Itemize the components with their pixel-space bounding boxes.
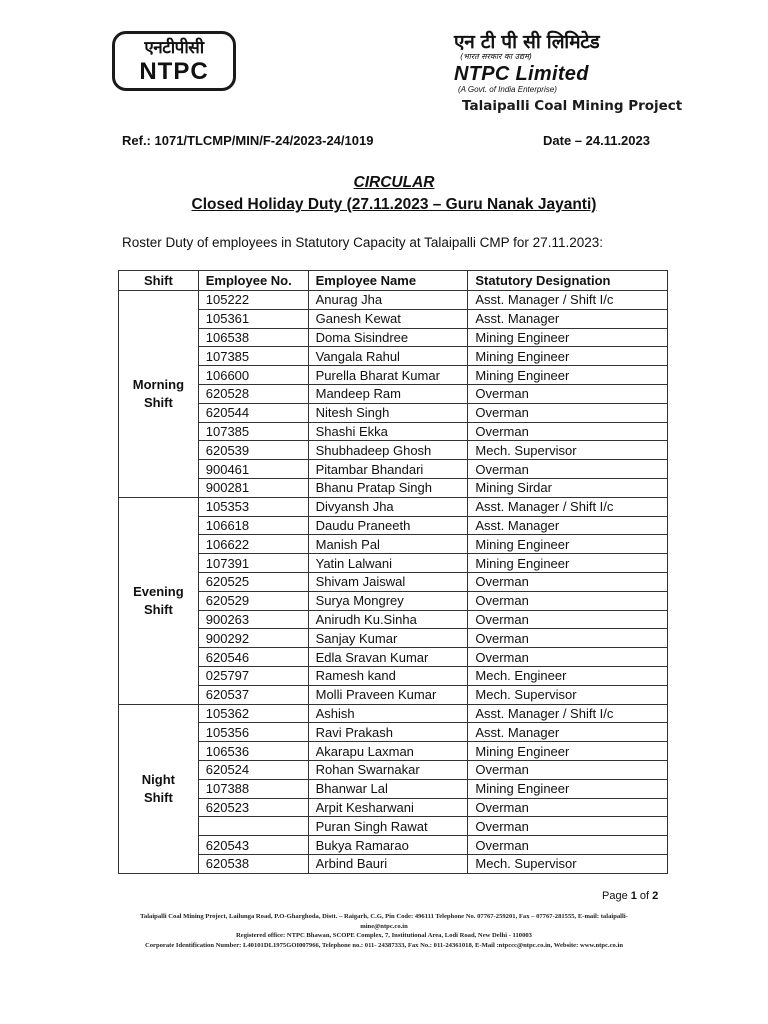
employee-name-cell: Daudu Praneeth [308,516,468,535]
footer-address: Talaipalli Coal Mining Project, Lailunga Road, P.O-Gharghoda, Distt. – Raigarh, C.G, Pin Code: 496111 Telephone No. 07767-259201, Fax – 07767-281555, E-mail: talaipalli- [140,913,628,920]
employee-name-cell: Pitambar Bhandari [308,460,468,479]
employee-name-cell: Doma Sisindree [308,328,468,347]
designation-cell: Overman [468,836,668,855]
circular-title: CIRCULAR [353,174,435,191]
employee-name-cell: Manish Pal [308,535,468,554]
header-designation: Statutory Designation [468,271,668,291]
employee-name-cell: Puran Singh Rawat [308,817,468,836]
employee-name-cell: Arpit Kesharwani [308,798,468,817]
employee-no-cell: 620546 [198,648,308,667]
table-row [119,441,668,460]
employee-name-cell: Mandeep Ram [308,384,468,403]
employee-no-cell: 105362 [198,704,308,723]
employee-name-cell: Shivam Jaiswal [308,572,468,591]
table-row [119,328,668,347]
designation-cell: Asst. Manager / Shift I/c [468,497,668,516]
table-row [119,629,668,648]
employee-no-cell: 106622 [198,535,308,554]
designation-cell: Mining Engineer [468,742,668,761]
designation-cell: Mech. Supervisor [468,685,668,704]
employee-no-cell: 620528 [198,384,308,403]
employee-name-cell: Akarapu Laxman [308,742,468,761]
employee-name-cell: Bhanwar Lal [308,779,468,798]
header-employee-no: Employee No. [198,271,308,291]
table-row [119,291,668,310]
designation-cell: Mining Engineer [468,347,668,366]
employee-name-cell: Ashish [308,704,468,723]
company-name-hindi: एन टी पी सी लिमिटेड [454,31,600,53]
table-row [119,817,668,836]
designation-cell: Mining Engineer [468,779,668,798]
table-row [119,798,668,817]
employee-name-cell: Sanjay Kumar [308,629,468,648]
shift-name-line1: Evening [133,583,184,599]
designation-cell: Mech. Supervisor [468,441,668,460]
employee-no-cell: 105356 [198,723,308,742]
employee-no-cell: 620523 [198,798,308,817]
page-mid: of [636,890,653,902]
employee-no-cell: 105353 [198,497,308,516]
page-prefix: Page [602,890,631,902]
table-row [119,723,668,742]
employee-no-cell [198,817,308,836]
shift-name-cell [119,291,199,498]
employee-no-cell: 105222 [198,291,308,310]
table-header-row [119,271,668,291]
employee-no-cell: 107385 [198,347,308,366]
designation-cell: Overman [468,384,668,403]
roster-body [119,291,668,874]
designation-cell: Asst. Manager [468,309,668,328]
shift-name-line2: Shift [143,601,173,617]
employee-no-cell: 900292 [198,629,308,648]
table-row [119,384,668,403]
employee-no-cell: 620543 [198,836,308,855]
employee-name-cell: Rohan Swarnakar [308,760,468,779]
employee-no-cell: 620539 [198,441,308,460]
employee-no-cell: 107391 [198,554,308,573]
designation-cell: Overman [468,403,668,422]
designation-cell: Overman [468,591,668,610]
designation-cell: Mining Engineer [468,366,668,385]
designation-cell: Asst. Manager / Shift I/c [468,291,668,310]
employee-name-cell: Ravi Prakash [308,723,468,742]
employee-no-cell: 900263 [198,610,308,629]
company-govt-note: (A Govt. of India Enterprise) [458,85,557,94]
employee-no-cell: 107385 [198,422,308,441]
employee-name-cell: Vangala Rahul [308,347,468,366]
employee-name-cell: Yatin Lalwani [308,554,468,573]
employee-no-cell: 900461 [198,460,308,479]
circular-subtitle: Closed Holiday Duty (27.11.2023 – Guru Nanak Jayanti) [191,196,597,213]
shift-name-cell [119,497,199,704]
employee-name-cell: Edla Sravan Kumar [308,648,468,667]
company-name: NTPC Limited [454,63,589,85]
table-row [119,535,668,554]
logo-english-text: NTPC [139,58,209,85]
employee-no-cell: 620537 [198,685,308,704]
table-row [119,497,668,516]
roster-table [118,270,668,874]
employee-no-cell: 105361 [198,309,308,328]
employee-no-cell: 106618 [198,516,308,535]
company-letterhead [454,30,664,95]
designation-cell: Mining Sirdar [468,478,668,497]
designation-cell: Overman [468,648,668,667]
project-name: Talaipalli Coal Mining Project [462,98,683,114]
company-hindi-subtitle: (भारत सरकार का उद्यम) [460,52,532,61]
designation-cell: Overman [468,422,668,441]
table-row [119,572,668,591]
designation-cell: Overman [468,817,668,836]
table-row [119,742,668,761]
employee-no-cell: 620538 [198,854,308,873]
employee-name-cell: Anurag Jha [308,291,468,310]
designation-cell: Overman [468,760,668,779]
table-row [119,554,668,573]
employee-no-cell: 620524 [198,760,308,779]
designation-cell: Overman [468,460,668,479]
designation-cell: Overman [468,572,668,591]
employee-name-cell: Anirudh Ku.Sinha [308,610,468,629]
designation-cell: Mech. Supervisor [468,854,668,873]
shift-name-line1: Morning [132,376,185,392]
table-row [119,760,668,779]
employee-name-cell: Ramesh kand [308,666,468,685]
employee-name-cell: Bukya Ramarao [308,836,468,855]
employee-no-cell: 106538 [198,328,308,347]
designation-cell: Mining Engineer [468,554,668,573]
employee-no-cell: 107388 [198,779,308,798]
table-row [119,366,668,385]
employee-name-cell: Arbind Bauri [308,854,468,873]
table-row [119,516,668,535]
table-row [119,685,668,704]
table-row [119,779,668,798]
employee-no-cell: 620544 [198,403,308,422]
footer-email: mine@ntpc.co.in [360,922,408,930]
table-row [119,347,668,366]
table-row [119,836,668,855]
shift-name-line1: Night [141,771,175,787]
intro-text: Roster Duty of employees in Statutory Capacity at Talaipalli CMP for 27.11.2023: [122,235,603,250]
employee-name-cell: Molli Praveen Kumar [308,685,468,704]
employee-name-cell: Ganesh Kewat [308,309,468,328]
designation-cell: Mining Engineer [468,328,668,347]
table-row [119,403,668,422]
page-number [602,890,658,902]
employee-name-cell: Surya Mongrey [308,591,468,610]
shift-name-line2: Shift [143,394,173,410]
header-employee-name: Employee Name [308,271,468,291]
table-row [119,704,668,723]
page-total: 2 [652,890,659,902]
employee-no-cell: 620529 [198,591,308,610]
reference-number: Ref.: 1071/TLCMP/MIN/F-24/2023-24/1019 [122,133,374,148]
header-shift: Shift [119,271,199,291]
employee-name-cell: Purella Bharat Kumar [308,366,468,385]
table-row [119,591,668,610]
employee-no-cell: 106536 [198,742,308,761]
employee-name-cell: Divyansh Jha [308,497,468,516]
designation-cell: Asst. Manager [468,516,668,535]
employee-no-cell: 025797 [198,666,308,685]
circular-date: Date – 24.11.2023 [543,133,650,148]
logo-hindi-text: एनटीपीसी [144,38,204,58]
footer [0,912,768,950]
designation-cell: Overman [468,629,668,648]
employee-no-cell: 620525 [198,572,308,591]
table-row [119,666,668,685]
table-row [119,422,668,441]
shift-name-cell [119,704,199,873]
page-current: 1 [630,890,637,902]
ntpc-logo [112,31,236,91]
employee-name-cell: Nitesh Singh [308,403,468,422]
employee-name-cell: Shashi Ekka [308,422,468,441]
table-row [119,854,668,873]
footer-corporate-id: Corporate Identification Number: L40101DL1975GOI007966, Telephone no.: 011- 24387333, Fax No.: 011-24361018, E-Mail :ntpccc@ntpc.co.in, Website: www.ntpc.co.in [144,941,623,949]
designation-cell: Mining Engineer [468,535,668,554]
employee-name-cell: Shubhadeep Ghosh [308,441,468,460]
shift-name-line2: Shift [143,789,173,805]
designation-cell: Overman [468,798,668,817]
table-row [119,648,668,667]
table-row [119,610,668,629]
employee-no-cell: 106600 [198,366,308,385]
table-row [119,478,668,497]
employee-name-cell: Bhanu Pratap Singh [308,478,468,497]
designation-cell: Overman [468,610,668,629]
designation-cell: Asst. Manager [468,723,668,742]
designation-cell: Mech. Engineer [468,666,668,685]
designation-cell: Asst. Manager / Shift I/c [468,704,668,723]
employee-no-cell: 900281 [198,478,308,497]
table-row [119,309,668,328]
footer-registered-office: Registered office: NTPC Bhawan, SCOPE Complex, 7, Institutional Area, Lodi Road, New Delhi - 110003 [236,932,532,939]
table-row [119,460,668,479]
